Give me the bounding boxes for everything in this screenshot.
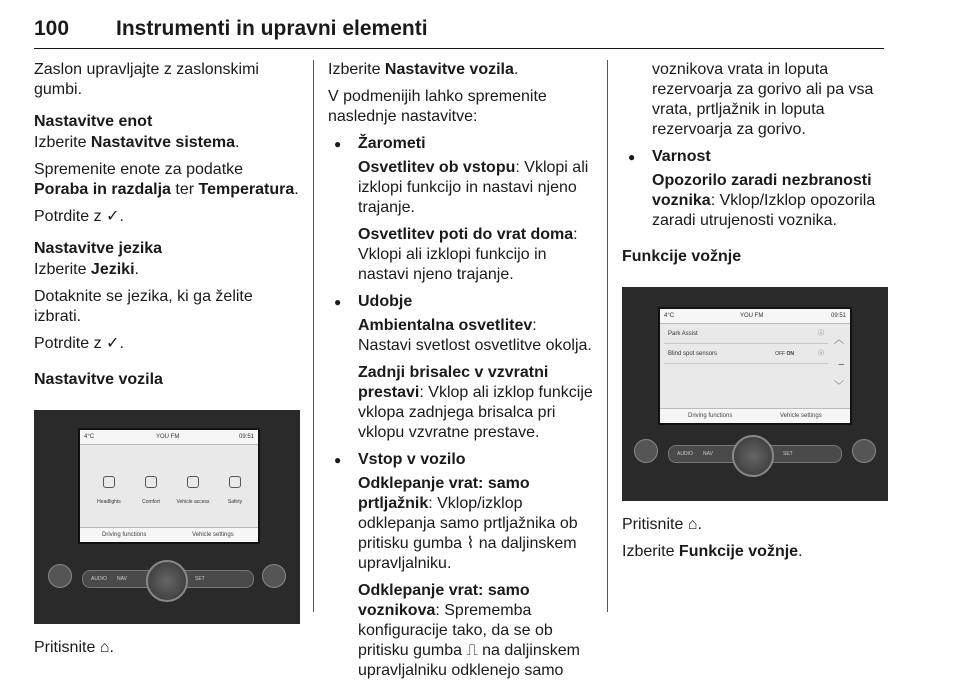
language-heading: Nastavitve jezika	[34, 240, 163, 257]
press-home-text: Pritisnite ⌂.	[622, 516, 702, 533]
rotary-knob	[732, 435, 774, 477]
press-home-text: Pritisnite ⌂.	[34, 639, 114, 656]
page-title: Instrumenti in upravni elementi	[116, 17, 428, 40]
list-item-safety: ● Varnost	[622, 147, 888, 167]
chevron-up-icon: ︿	[834, 335, 844, 346]
language-touch: Dotaknite se jezika, ki ga želite izbrati.	[34, 288, 253, 325]
list-entry: Odklepanje vrat: samo voznikova: Sprememba konfiguracije tako, da se ob pritisku gumba ⎍ na daljinskem upravljalniku odklenejo samo	[358, 582, 580, 679]
status-bar: 4°C YOU FM 09:51	[660, 309, 850, 324]
submenu-text: V podmenijih lahko spremenite naslednje nastavitve:	[328, 88, 547, 125]
toggle-switch: OFF ON	[775, 351, 794, 357]
list-entry: Osvetlitev ob vstopu: Vklopi ali izklopi funkcijo in nastavi njeno trajanje.	[358, 159, 589, 216]
info-icon: ⓘ	[817, 331, 824, 337]
comfort-tile: Comfort	[132, 476, 170, 512]
left-round-button	[634, 439, 658, 463]
list-entry: Ambientalna osvetlitev: Nastavi svetlost osvetlitve okolja.	[358, 317, 592, 354]
comfort-icon	[145, 476, 157, 488]
list-item-comfort: ● Udobje	[328, 292, 594, 312]
info-icon: ⓘ	[817, 351, 824, 357]
blind-spot-row: Blind spot sensors OFF ON ⓘ	[664, 345, 828, 364]
rotary-knob	[146, 560, 188, 602]
list-entry: Opozorilo zaradi nezbranosti voznika: Vklop/Izklop opozorila zaradi utrujenosti voznika.	[652, 172, 876, 229]
vehicle-access-tile: Vehicle access	[174, 476, 212, 512]
units-select: Izberite Nastavitve sistema.	[34, 134, 240, 151]
column-3	[622, 60, 888, 569]
intro-text: Zaslon upravljajte z zaslonskimi gumbi.	[34, 61, 259, 98]
right-round-button	[262, 564, 286, 588]
park-assist-row: Park Assist ⓘ	[664, 325, 828, 344]
right-round-button	[852, 439, 876, 463]
units-heading: Nastavitve enot	[34, 113, 153, 130]
safety-tile: Safety	[216, 476, 254, 512]
confirm-text-2: Potrdite z ✓.	[34, 335, 124, 352]
headlights-tile: Headlights	[90, 476, 128, 512]
left-round-button	[48, 564, 72, 588]
display-screen	[78, 428, 260, 544]
column-1	[34, 60, 300, 665]
control-button-row: AUDIO NAV SET	[668, 445, 842, 463]
scroll-indicator-icon: –	[838, 359, 844, 370]
list-entry: Osvetlitev poti do vrat doma: Vklopi ali izklopi funkcijo in nastavi njeno trajanje.	[358, 226, 578, 283]
vehicle-settings-heading: Nastavitve vozila	[34, 371, 163, 388]
column-divider-2	[607, 60, 608, 612]
units-change: Spremenite enote za podatke Poraba in razdalja ter Temperatura.	[34, 161, 299, 198]
bottom-bar: Driving functions Vehicle settings	[80, 527, 258, 542]
driving-select: Izberite Funkcije vožnje.	[622, 543, 803, 560]
column-2	[328, 60, 594, 688]
list-entry: Odklepanje vrat: samo prtljažnik: Vklop/izklop odklepanja samo prtljažnika ob pritisku gumba ⌇ na daljinskem upravljalniku.	[358, 475, 578, 572]
status-bar: 4°C YOU FM 09:51	[80, 430, 258, 445]
page-number: 100	[34, 17, 70, 40]
vehicle-select: Izberite Nastavitve vozila.	[328, 61, 519, 78]
page-header	[34, 12, 884, 49]
continuation-text: voznikova vrata in loputa rezervoarja za gorivo ali pa vsa vrata, prtljažnik in loputa rezervoarja za gorivo.	[652, 61, 874, 138]
chevron-down-icon: ﹀	[834, 381, 844, 392]
list-entry: Zadnji brisalec v vzvratni prestavi: Vklop ali izklop funkcije vklopa zadnjega brisalca pri vklopu vzvratne prestave.	[358, 364, 593, 441]
car-key-icon	[187, 476, 199, 488]
list-item-headlights: ● Žarometi	[328, 134, 594, 154]
driving-functions-heading: Funkcije vožnje	[622, 248, 742, 265]
column-divider-1	[313, 60, 314, 612]
confirm-text-1: Potrdite z ✓.	[34, 208, 124, 225]
display-screen	[658, 307, 852, 425]
language-select: Izberite Jeziki.	[34, 261, 139, 278]
control-button-row: AUDIO NAV SET	[82, 570, 254, 588]
headlight-icon	[103, 476, 115, 488]
infotainment-photo-vehicle-settings	[34, 410, 300, 624]
infotainment-photo-driving-functions	[622, 287, 888, 501]
list-item-vehicle-access: ● Vstop v vozilo	[328, 450, 594, 470]
bottom-bar: Driving functions Vehicle settings	[660, 408, 850, 423]
steering-wheel-icon	[229, 476, 241, 488]
